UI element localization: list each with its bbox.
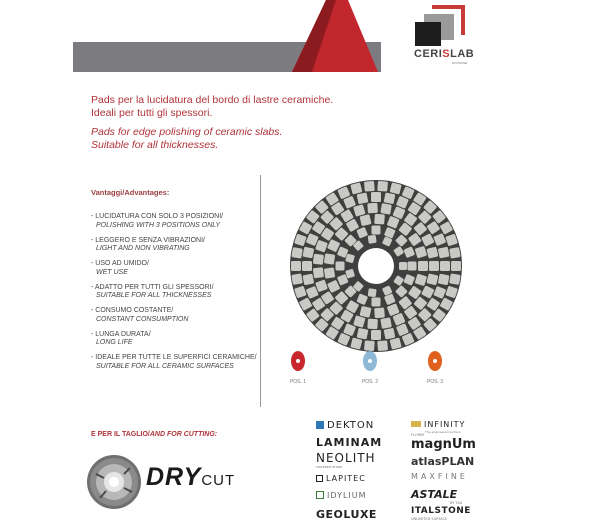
header-red-shape bbox=[292, 0, 378, 72]
intro-italian bbox=[91, 94, 333, 120]
brand-infinity: INFINITY bbox=[411, 420, 465, 429]
intro-it-line1: Pads per la lucidatura del bordo di lastre ceramiche. bbox=[91, 94, 334, 106]
cutting-title: E PER IL TAGLIO/AND FOR CUTTING: bbox=[91, 431, 218, 438]
brand-geoluxe: GEOLUXE bbox=[316, 508, 377, 521]
brand-lapitec: LAPITEC bbox=[316, 474, 366, 483]
list-item: - LUNGA DURATA/ LONG LIFE bbox=[91, 330, 151, 346]
brand-italstone: ITALSTONE bbox=[411, 506, 471, 516]
brand-laminam: LAMINAM bbox=[316, 436, 383, 449]
position-2: POS. 2 bbox=[356, 350, 384, 385]
list-item: - CONSUMO COSTANTE/ CONSTANT CONSUMPTION bbox=[91, 307, 189, 323]
brand-magnum: magnUm bbox=[411, 437, 476, 452]
brand-idylium: IDYLIUM bbox=[316, 491, 367, 500]
brand-neolith: NEOLITH bbox=[316, 451, 376, 465]
list-item: - LUCIDATURA CON SOLO 3 POSIZIONI/ POLISHING WITH 3 POSITIONS ONLY bbox=[91, 213, 224, 229]
list-item: - IDEALE PER TUTTE LE SUPERFICI CERAMICHE/ SUITABLE FOR ALL CERAMIC SURFACES bbox=[91, 354, 257, 370]
intro-it-line2: Ideali per tutti gli spessori. bbox=[91, 107, 213, 119]
brand-maxfine: MAXFINE bbox=[411, 472, 468, 481]
brand-dekton: DEKTON bbox=[316, 420, 374, 431]
cerislab-logo: CERISLAB DIVISIONE bbox=[410, 4, 470, 66]
cutting-wheel-image bbox=[86, 454, 142, 510]
brand-atlasplan: atlasPLAN bbox=[411, 455, 475, 468]
intro-en-line2: Suitable for all thicknesses. bbox=[91, 139, 219, 151]
intro-english bbox=[91, 126, 282, 152]
position-1: POS. 1 bbox=[284, 350, 312, 385]
brand-florim: FLORIM bbox=[411, 433, 425, 437]
position-3: POS. 3 bbox=[421, 350, 449, 385]
brand-neolith-sub: SINTERED STONE bbox=[316, 465, 343, 469]
polishing-pad-image bbox=[288, 178, 464, 354]
section-divider bbox=[260, 175, 261, 407]
pad-pos3-icon bbox=[427, 350, 443, 372]
list-item: - USO AD UMIDO/ WET USE bbox=[91, 260, 149, 276]
brand-italstone-sub: UNLIMITED SURFACE bbox=[411, 517, 448, 521]
brand-astale: ASTALE bbox=[411, 488, 458, 501]
brand-infinity-sub: The engineered surface bbox=[425, 430, 461, 434]
advantages-title: Vantaggi/Advantages: bbox=[91, 188, 170, 197]
intro-en-line1: Pads for edge polishing of ceramic slabs. bbox=[91, 126, 283, 138]
list-item: - ADATTO PER TUTTI GLI SPESSORI/ SUITABLE FOR ALL THICKNESSES bbox=[91, 283, 214, 299]
pad-pos2-icon bbox=[362, 350, 378, 372]
pad-pos1-icon bbox=[290, 350, 306, 372]
advantages-list bbox=[91, 213, 257, 378]
list-item: - LEGGERO E SENZA VIBRAZIONI/ LIGHT AND NON VIBRATING bbox=[91, 236, 205, 252]
brand-astale-sub: BY TAU bbox=[450, 501, 463, 505]
drycut-logo: DRYCUT bbox=[146, 463, 236, 491]
